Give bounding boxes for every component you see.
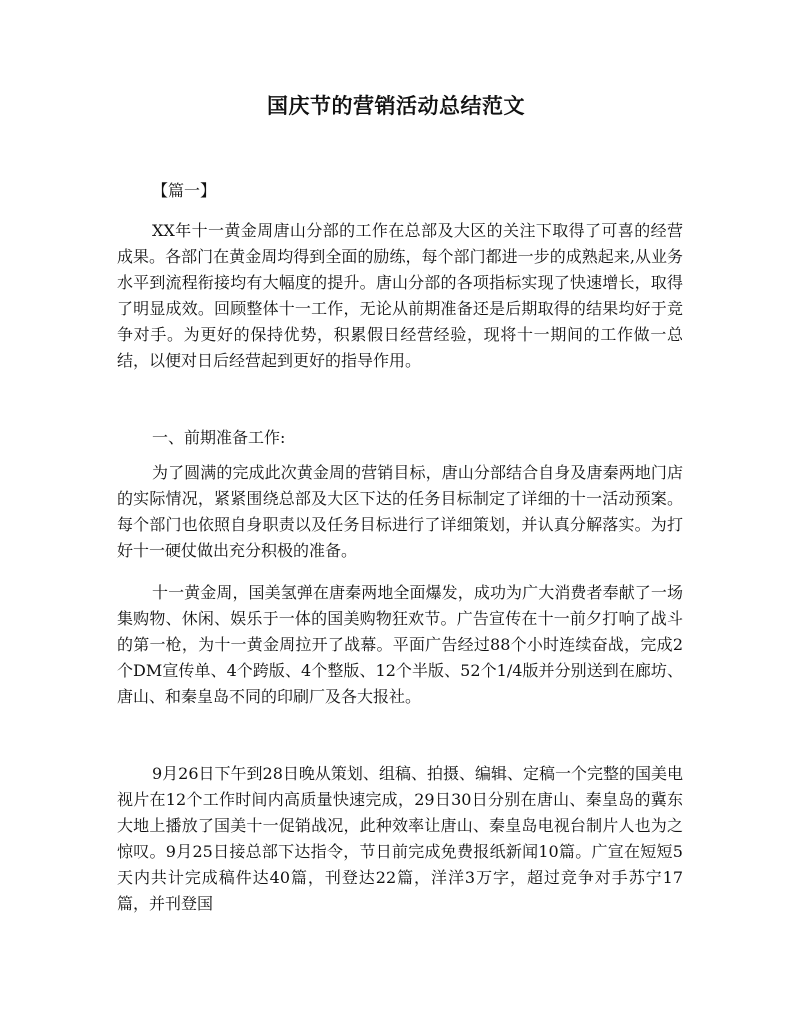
paragraph-intro: XX年十一黄金周唐山分部的工作在总部及大区的关注下取得了可喜的经营成果。各部门在黄金周均得到全面的励练，每个部门都进一步的成熟起来,从业务水平到流程衔接均有大幅度的提升。唐山分部的各项指标实现了快速增长，取得了明显成效。回顾整体十一工作，无论从前期准备还是后期取得的结果均好于竞争对手。为更好的保持优势，积累假日经营经验，现将十一期间的工作做一总结，以便对日后经营起到更好的指导作用。 bbox=[117, 221, 683, 370]
document-title: 国庆节的营销活动总结范文 bbox=[267, 93, 525, 118]
paragraph-media: 9月26日下午到28日晚从策划、组稿、拍摄、编辑、定稿一个完整的国美电视片在12个工作时间内高质量快速完成，29日30日分别在唐山、秦皇岛的冀东大地上播放了国美十一促销战况，此种效率让唐山、秦皇岛电视台制片人也为之惊叹。9月25日接总部下达指令，节日前完成免费报纸新闻10篇。广宣在短短5天内共计完成稿件达40篇，刊登达22篇，洋洋3万字，超过竞争对手苏宁17篇，并刊登国 bbox=[117, 764, 683, 913]
paragraph-preparation: 为了圆满的完成此次黄金周的营销目标，唐山分部结合自身及唐秦两地门店的实际情况，紧紧围绕总部及大区下达的任务目标制定了详细的十一活动预案。每个部门也依照自身职责以及任务目标进行了详细策划，并认真分解落实。为打好十一硬仗做出充分积极的准备。 bbox=[117, 463, 683, 560]
paragraph-golden-week: 十一黄金周，国美氢弹在唐秦两地全面爆发，成功为广大消费者奉献了一场集购物、休闲、娱乐于一体的国美购物狂欢节。广告宣传在十一前夕打响了战斗的第一枪，为十一黄金周拉开了战幕。平面广告经过88个小时连续奋战，完成2个DM宣传单、4个跨版、4个整版、12个半版、52个1/4版并分别送到在廊坊、唐山、和秦皇岛不同的印刷厂及各大报社。 bbox=[117, 583, 683, 706]
section-label: 【篇一】 bbox=[152, 181, 217, 200]
section-heading-preparation: 一、前期准备工作: bbox=[152, 428, 286, 447]
